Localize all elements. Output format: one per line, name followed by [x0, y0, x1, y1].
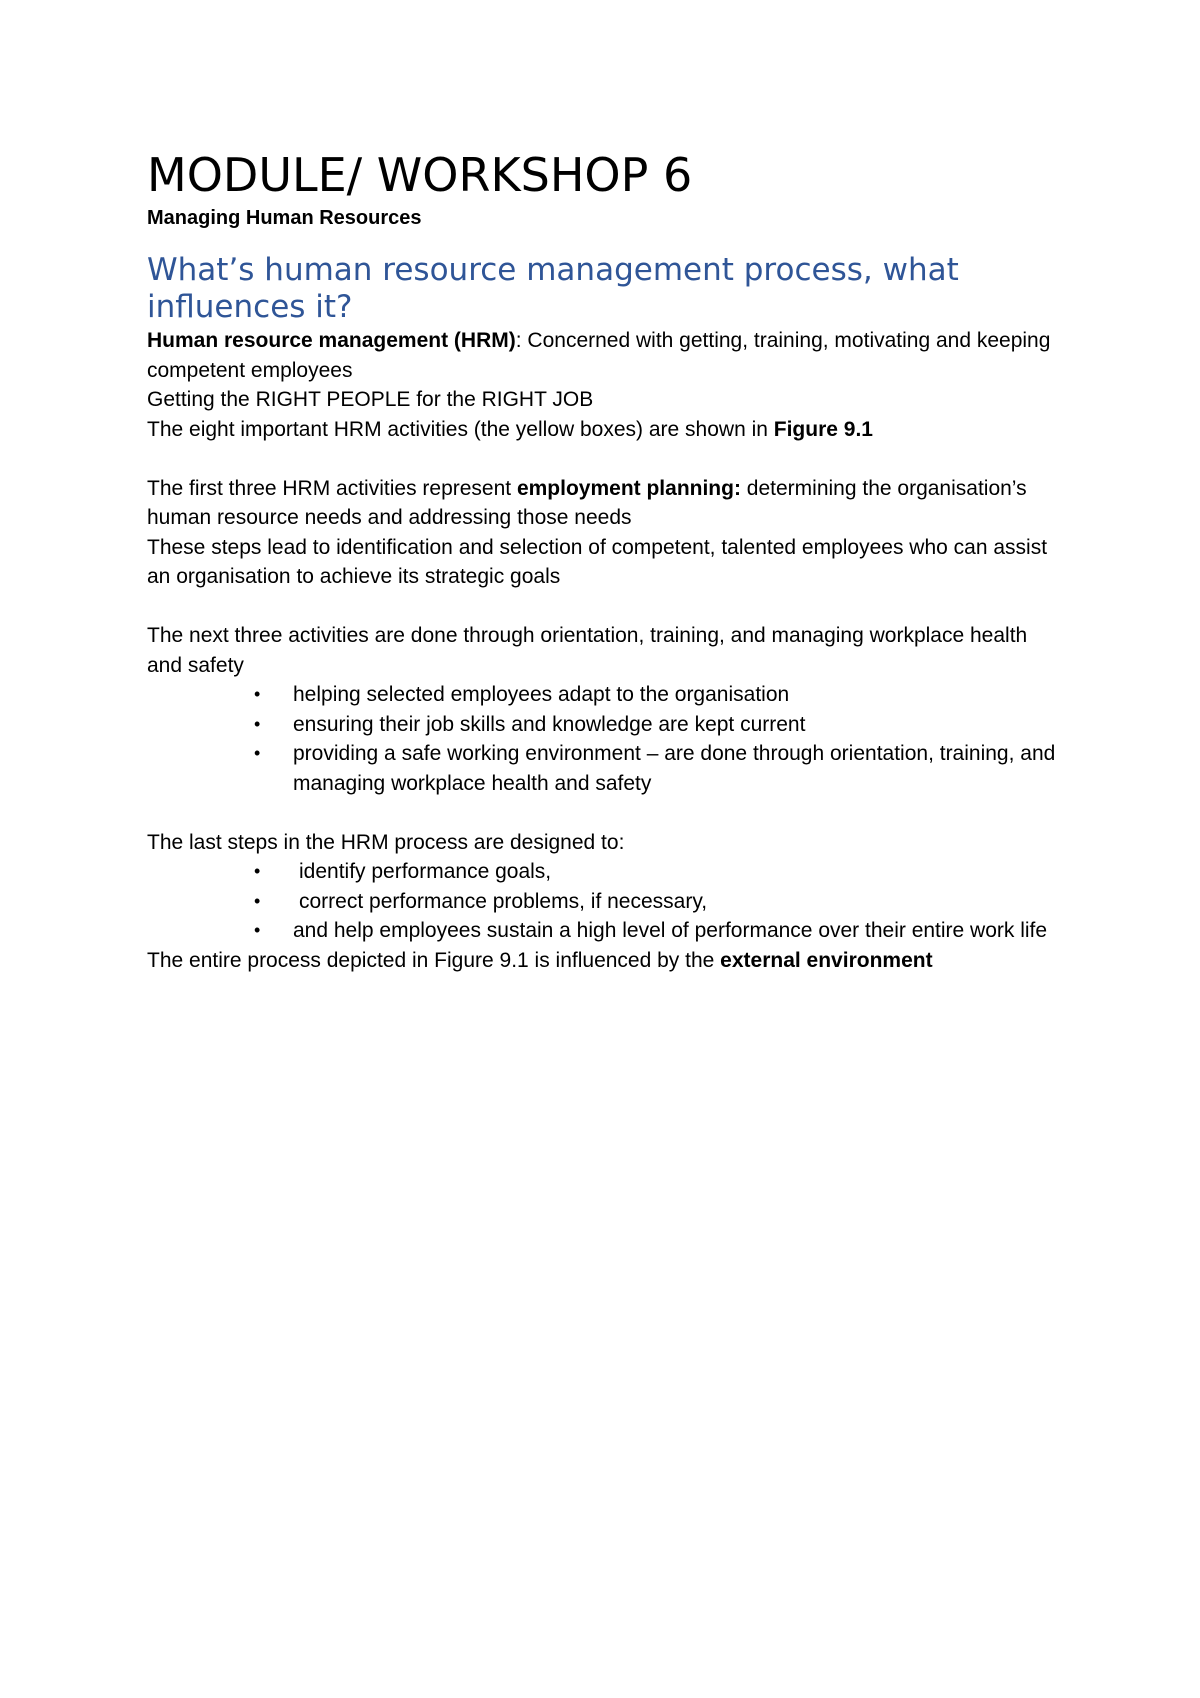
eight-activities-text: The eight important HRM activities (the yellow boxes) are shown in [147, 417, 774, 441]
bullet-icon: • [254, 861, 261, 881]
last-steps-paragraph: The last steps in the HRM process are designed to: [147, 830, 625, 854]
list-item-text: ensuring their job skills and knowledge are kept current [293, 712, 806, 736]
next-three-list [147, 680, 1067, 798]
list-item [254, 916, 1067, 946]
steps-paragraph: These steps lead to identification and selection of competent, talented employees who can assist an organisation to achieve its strategic goals [147, 535, 1048, 588]
list-item-text: identify performance goals, [299, 860, 552, 883]
bullet-icon: • [254, 743, 261, 763]
closing-text: The entire process depicted in Figure 9.1 is influenced by the [147, 948, 721, 972]
last-steps-list [147, 857, 1067, 946]
list-item [254, 887, 1067, 917]
external-environment-term: external environment [720, 948, 933, 972]
first-three-definition: determining the organisation’s human resource needs and addressing those needs [147, 476, 1027, 529]
hrm-definition-paragraph [147, 326, 1067, 385]
employment-planning-term: employment planning: [516, 476, 741, 500]
blank-line [147, 798, 1067, 828]
list-item [254, 857, 1067, 887]
eight-activities-line [147, 415, 1067, 445]
bullet-icon: • [254, 713, 261, 734]
hrm-definition: : Concerned with getting, training, motivating and keeping competent employees [147, 329, 1051, 382]
list-item-text: providing a safe working environment – are done through orientation, training, and managing workplace health and safety [293, 742, 1056, 795]
bullet-icon: • [254, 890, 261, 911]
hrm-term: Human resource management (HRM) [147, 329, 516, 352]
first-three-text: The first three HRM activities represent [147, 476, 517, 500]
list-item-text: correct performance problems, if necessary, [299, 889, 708, 913]
list-item [254, 710, 1067, 740]
list-item-text: helping selected employees adapt to the organisation [293, 683, 790, 706]
blank-line [147, 592, 1067, 622]
list-item [254, 680, 1067, 710]
section-heading: What’s human resource management process, what influences it? [147, 252, 959, 325]
page-subtitle: Managing Human Resources [147, 207, 422, 229]
first-three-paragraph [147, 474, 1067, 533]
page-title: MODULE/ WORKSHOP 6 [147, 148, 693, 202]
list-item [254, 739, 1067, 798]
bullet-icon: • [254, 920, 261, 940]
next-three-paragraph: The next three activities are done through orientation, training, and managing workplace health and safety [147, 624, 1028, 677]
right-people-line: Getting the RIGHT PEOPLE for the RIGHT JOB [147, 388, 594, 411]
list-item-text: and help employees sustain a high level of performance over their entire work life [293, 919, 1048, 942]
closing-paragraph [147, 946, 1067, 976]
figure-reference: Figure 9.1 [773, 417, 873, 441]
blank-line [147, 444, 1067, 474]
bullet-icon: • [254, 684, 261, 704]
document-body [147, 148, 1067, 975]
